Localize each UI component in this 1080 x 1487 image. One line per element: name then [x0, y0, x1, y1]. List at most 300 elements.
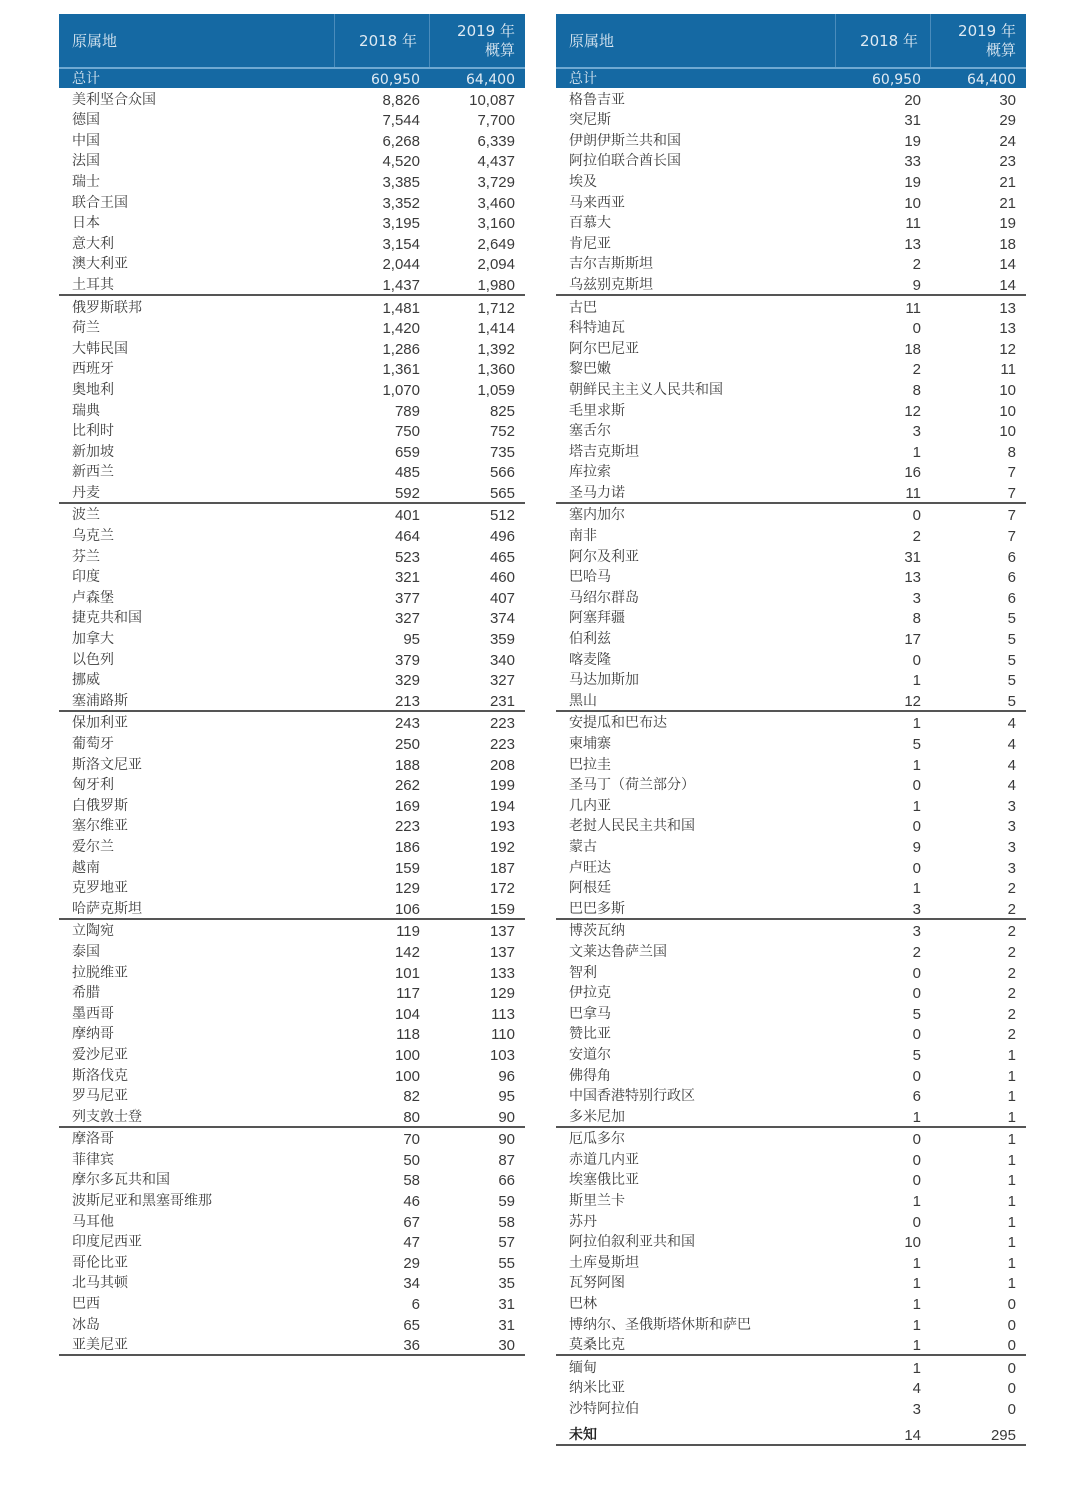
table-row	[59, 961, 525, 982]
table-row	[556, 1085, 1026, 1106]
cell-origin: 中国香港特别行政区	[569, 1088, 695, 1105]
cell-2019: 1,414	[477, 320, 515, 338]
cell-origin: 巴林	[569, 1296, 597, 1313]
cell-2018: 1	[912, 1254, 921, 1272]
cell-origin: 安提瓜和巴布达	[569, 715, 667, 732]
cell-2019: 3	[1007, 838, 1016, 856]
cell-origin: 阿根廷	[569, 880, 611, 897]
cell-2018: 5	[912, 1046, 921, 1064]
cell-2018: 82	[403, 1088, 420, 1106]
cell-2018: 159	[394, 859, 420, 877]
cell-2019: 187	[489, 859, 515, 877]
cell-2019: 374	[489, 610, 515, 628]
table-row	[59, 170, 525, 191]
cell-2019: 1	[1007, 1151, 1016, 1169]
table-row	[556, 273, 1026, 294]
cell-2019: 0	[1007, 1359, 1016, 1377]
cell-2019: 1,712	[477, 299, 515, 317]
table-row	[556, 337, 1026, 358]
cell-2019: 496	[489, 528, 515, 546]
cell-origin: 博纳尔、圣俄斯塔休斯和萨巴	[569, 1316, 751, 1333]
table-row	[556, 897, 1026, 918]
cell-2019: 192	[489, 838, 515, 856]
cell-2019: 2	[1007, 985, 1016, 1003]
cell-2018: 14	[904, 1427, 921, 1444]
cell-2018: 11	[905, 215, 921, 233]
cell-origin: 巴拉圭	[569, 756, 611, 773]
table-row	[556, 732, 1026, 753]
row-group	[59, 504, 525, 712]
cell-2019: 137	[489, 923, 515, 941]
cell-origin: 意大利	[72, 235, 114, 252]
cell-origin: 菲律宾	[72, 1151, 114, 1168]
cell-2018: 169	[394, 797, 420, 815]
row-group	[59, 920, 525, 1128]
cell-2018: 4	[912, 1380, 921, 1398]
cell-origin: 巴哈马	[569, 569, 611, 586]
cell-2019: 3,729	[477, 173, 515, 191]
cell-2018: 3	[912, 923, 921, 941]
cell-origin: 爱沙尼亚	[72, 1046, 128, 1063]
cell-2018: 1,481	[382, 299, 420, 317]
cell-origin: 百慕大	[569, 215, 611, 232]
table-row	[59, 1085, 525, 1106]
cell-origin: 多米尼加	[569, 1108, 625, 1125]
cell-2018: 2	[912, 256, 921, 274]
cell-2018: 6	[411, 1296, 420, 1314]
row-group	[59, 1128, 525, 1357]
table-row	[556, 150, 1026, 171]
cell-origin: 突尼斯	[569, 112, 611, 129]
cell-2018: 0	[912, 507, 921, 525]
cell-origin: 文莱达鲁萨兰国	[569, 943, 667, 960]
cell-2018: 34	[403, 1275, 420, 1293]
cell-origin: 瓦努阿图	[569, 1275, 625, 1292]
cell-origin: 佛得角	[569, 1067, 611, 1084]
cell-2018: 0	[912, 1131, 921, 1149]
table-row	[556, 586, 1026, 607]
table-row	[556, 317, 1026, 338]
table-row	[556, 627, 1026, 648]
table-row	[59, 109, 525, 130]
table-row	[59, 1231, 525, 1252]
cell-2019: 1	[1007, 1067, 1016, 1085]
cell-2019: 159	[489, 900, 515, 918]
cell-2019: 7	[1007, 464, 1016, 482]
table-row	[556, 440, 1026, 461]
cell-2018: 250	[394, 736, 420, 753]
cell-origin: 未知	[569, 1427, 597, 1443]
cell-2018: 1	[912, 1337, 921, 1355]
cell-origin: 印度	[72, 569, 100, 586]
cell-2019: 5	[1007, 692, 1016, 710]
cell-origin: 丹麦	[72, 484, 100, 501]
cell-2018: 0	[912, 777, 921, 795]
cell-2019: 2	[1007, 900, 1016, 918]
cell-2018: 1	[912, 1296, 921, 1314]
cell-2019: 0	[1007, 1380, 1016, 1398]
cell-origin: 古巴	[569, 299, 597, 316]
cell-origin: 朝鲜民主主义人民共和国	[569, 381, 723, 398]
table-row	[556, 481, 1026, 502]
table-row	[59, 129, 525, 150]
cell-origin: 圣马丁（荷兰部分）	[569, 777, 695, 794]
table-row	[59, 253, 525, 274]
cell-2018: 13	[904, 569, 921, 587]
table-row	[59, 920, 525, 941]
cell-origin: 西班牙	[72, 361, 114, 378]
table-header	[556, 14, 1026, 67]
cell-origin: 南非	[569, 528, 597, 545]
table-row	[59, 856, 525, 877]
cell-origin: 匈牙利	[72, 777, 114, 794]
table-row	[59, 1128, 525, 1149]
cell-2019: 1	[1007, 1213, 1016, 1231]
cell-origin: 斯里兰卡	[569, 1193, 625, 1210]
cell-2018: 329	[394, 672, 420, 690]
table-row	[59, 753, 525, 774]
cell-2019: 11	[1000, 361, 1016, 379]
row-group	[59, 296, 525, 504]
cell-origin: 塞内加尔	[569, 507, 625, 524]
cell-2019: 90	[498, 1108, 515, 1126]
cell-2018: 401	[394, 507, 420, 525]
cell-2019: 1	[1007, 1275, 1016, 1293]
cell-2018: 2	[912, 528, 921, 546]
table-row	[556, 524, 1026, 545]
cell-origin: 伯利兹	[569, 631, 611, 648]
cell-2019: 2	[1007, 964, 1016, 982]
table-row	[59, 648, 525, 669]
cell-origin: 美利坚合众国	[72, 91, 156, 108]
cell-origin: 阿尔巴尼亚	[569, 340, 639, 357]
cell-2018: 80	[403, 1108, 420, 1126]
table-row	[556, 545, 1026, 566]
table-row	[59, 627, 525, 648]
cell-2018: 0	[912, 1067, 921, 1085]
cell-2019: 66	[498, 1172, 515, 1190]
table-row	[59, 191, 525, 212]
cell-2019: 1	[1007, 1131, 1016, 1149]
cell-2019: 2	[1007, 923, 1016, 941]
cell-2019: 23	[999, 153, 1016, 171]
cell-2018: 104	[394, 1005, 420, 1023]
cell-2019: 752	[489, 423, 515, 441]
table-row	[59, 897, 525, 918]
cell-origin: 黎巴嫩	[569, 361, 611, 378]
cell-2018: 0	[912, 1213, 921, 1231]
table-row	[59, 1272, 525, 1293]
cell-2019: 14	[999, 276, 1016, 294]
cell-2019: 57	[498, 1234, 515, 1252]
table-row	[556, 1169, 1026, 1190]
cell-origin: 巴巴多斯	[569, 900, 625, 917]
cell-origin: 蒙古	[569, 838, 597, 855]
cell-2019: 7	[1007, 528, 1016, 546]
cell-2018: 119	[396, 923, 420, 941]
cell-origin: 荷兰	[72, 320, 100, 337]
cell-2018: 67	[403, 1213, 420, 1231]
cell-2019: 29	[999, 112, 1016, 130]
table-row	[556, 1334, 1026, 1355]
cell-2019: 223	[489, 736, 515, 753]
cell-origin: 澳大利亚	[72, 256, 128, 273]
cell-2018: 129	[394, 880, 420, 898]
cell-origin: 柬埔寨	[569, 736, 611, 752]
table-row	[59, 794, 525, 815]
cell-2018: 0	[912, 818, 921, 836]
cell-2018: 3	[912, 1401, 921, 1418]
cell-origin: 巴拿马	[569, 1005, 611, 1022]
table-row	[556, 607, 1026, 628]
cell-origin: 中国	[72, 132, 100, 149]
table-row	[59, 399, 525, 420]
table-row	[59, 212, 525, 233]
row-group	[59, 88, 525, 296]
cell-origin: 毛里求斯	[569, 402, 625, 419]
cell-origin: 阿拉伯联合酋长国	[569, 153, 681, 170]
cell-2019: 21	[999, 194, 1016, 212]
cell-2019: 465	[489, 548, 515, 566]
cell-2018: 16	[904, 464, 921, 482]
cell-origin: 波兰	[72, 507, 100, 524]
cell-2018: 0	[912, 651, 921, 669]
cell-2018: 188	[394, 756, 420, 774]
table-row	[59, 1189, 525, 1210]
table-row	[556, 378, 1026, 399]
table-row	[59, 481, 525, 502]
cell-origin: 爱尔兰	[72, 838, 114, 855]
cell-2019: 2,094	[477, 256, 515, 274]
cell-2018: 19	[904, 132, 921, 150]
table-row	[556, 191, 1026, 212]
table-row	[556, 1043, 1026, 1064]
table-row	[59, 815, 525, 836]
cell-2018: 523	[394, 548, 420, 566]
header-2019: 2019 年 概算	[457, 21, 515, 59]
cell-2018: 213	[394, 692, 420, 710]
table-row	[59, 232, 525, 253]
cell-2019: 2	[1007, 1026, 1016, 1044]
cell-origin: 北马其顿	[72, 1275, 128, 1292]
cell-2018: 36	[403, 1337, 420, 1355]
cell-2019: 6	[1007, 589, 1016, 607]
cell-origin: 立陶宛	[72, 923, 114, 940]
cell-2019: 1,360	[477, 361, 515, 379]
table-row	[59, 296, 525, 317]
cell-2019: 4,437	[477, 153, 515, 171]
cell-origin: 马绍尔群岛	[569, 589, 639, 606]
cell-2018: 223	[394, 818, 420, 836]
cell-origin: 马来西亚	[569, 194, 625, 211]
table-row	[59, 774, 525, 795]
cell-origin: 斯洛伐克	[72, 1067, 128, 1084]
cell-origin: 安道尔	[569, 1046, 611, 1063]
cell-2019: 1	[1007, 1254, 1016, 1272]
cell-2019: 137	[489, 943, 515, 961]
cell-2018: 117	[396, 985, 420, 1003]
cell-2019: 565	[489, 484, 515, 502]
cell-2019: 8	[1007, 443, 1016, 461]
cell-2018: 142	[394, 943, 420, 961]
cell-2018: 1,361	[382, 361, 420, 379]
cell-origin: 塞浦路斯	[72, 692, 128, 709]
table-row	[556, 835, 1026, 856]
cell-2019: 1	[1007, 1193, 1016, 1211]
cell-2019: 6,339	[477, 132, 515, 150]
cell-origin: 冰岛	[72, 1316, 100, 1333]
cell-2018: 3,195	[382, 215, 420, 233]
cell-origin: 博茨瓦纳	[569, 923, 625, 940]
cell-origin: 联合王国	[72, 194, 128, 211]
cell-2019: 113	[491, 1005, 515, 1023]
cell-origin: 亚美尼亚	[72, 1337, 128, 1354]
table-row	[59, 440, 525, 461]
cell-2019: 3,460	[477, 194, 515, 212]
left-table	[59, 14, 525, 1356]
table-row	[59, 940, 525, 961]
cell-2018: 1	[912, 443, 921, 461]
cell-2018: 10	[904, 194, 921, 212]
cell-2019: 7	[1007, 507, 1016, 525]
cell-2018: 2,044	[382, 256, 420, 274]
table-row	[59, 566, 525, 587]
cell-origin: 马耳他	[72, 1213, 114, 1230]
table-row	[59, 669, 525, 690]
table-row	[556, 358, 1026, 379]
cell-2018: 1	[912, 1108, 921, 1126]
cell-2018: 379	[394, 651, 420, 669]
cell-origin: 法国	[72, 153, 100, 170]
table-row	[59, 877, 525, 898]
table-row	[59, 1064, 525, 1085]
cell-2019: 1	[1007, 1108, 1016, 1126]
table-row	[59, 689, 525, 710]
cell-2019: 340	[489, 651, 515, 669]
cell-2018: 464	[394, 528, 420, 546]
cell-2019: 1	[1007, 1234, 1016, 1252]
table-row	[556, 1105, 1026, 1126]
table-row	[59, 607, 525, 628]
cell-2019: 5	[1007, 631, 1016, 649]
cell-origin: 哈萨克斯坦	[72, 900, 142, 917]
cell-2018: 0	[912, 1026, 921, 1044]
cell-origin: 印度尼西亚	[72, 1234, 142, 1251]
table-row	[556, 212, 1026, 233]
cell-2019: 5	[1007, 610, 1016, 628]
cell-origin: 罗马尼亚	[72, 1088, 128, 1105]
cell-2019: 2	[1007, 943, 1016, 961]
cell-2018: 1	[912, 1275, 921, 1293]
cell-origin: 伊拉克	[569, 985, 611, 1002]
table-body	[556, 88, 1026, 1446]
cell-origin: 沙特阿拉伯	[569, 1401, 639, 1417]
table-row	[59, 732, 525, 753]
cell-2019: 2,649	[477, 235, 515, 253]
cell-2018: 9	[912, 838, 921, 856]
cell-2019: 13	[999, 299, 1016, 317]
table-row	[556, 1377, 1026, 1398]
cell-2018: 592	[394, 484, 420, 502]
cell-2018: 33	[904, 153, 921, 171]
cell-origin: 保加利亚	[72, 715, 128, 732]
cell-2019: 96	[498, 1067, 515, 1085]
cell-origin: 乌克兰	[72, 528, 114, 545]
cell-origin: 摩尔多瓦共和国	[72, 1172, 170, 1189]
cell-2019: 193	[489, 818, 515, 836]
table-row	[59, 712, 525, 733]
cell-2019: 0	[1007, 1337, 1016, 1355]
cell-2019: 3	[1007, 818, 1016, 836]
cell-2018: 31	[904, 548, 921, 566]
cell-2018: 11	[905, 484, 921, 502]
table-row	[556, 1148, 1026, 1169]
table-row	[556, 1128, 1026, 1149]
total-row: 总计 60,950 64,400	[556, 69, 1026, 88]
table-row	[556, 940, 1026, 961]
cell-2019: 0	[1007, 1401, 1016, 1418]
cell-origin: 塞尔维亚	[72, 818, 128, 835]
cell-2019: 12	[999, 340, 1016, 358]
table-row	[556, 815, 1026, 836]
cell-origin: 圣马力诺	[569, 484, 625, 501]
cell-2018: 12	[904, 692, 921, 710]
cell-2019: 1	[1007, 1046, 1016, 1064]
cell-2018: 5	[912, 736, 921, 753]
cell-2019: 825	[489, 402, 515, 420]
cell-origin: 德国	[72, 112, 100, 129]
cell-2019: 407	[489, 589, 515, 607]
cell-origin: 墨西哥	[72, 1005, 114, 1022]
table-row	[556, 1251, 1026, 1272]
cell-origin: 马达加斯加	[569, 672, 639, 689]
cell-2019: 87	[498, 1151, 515, 1169]
cell-2018: 6	[912, 1088, 921, 1106]
cell-2019: 4	[1007, 736, 1016, 753]
cell-2018: 8	[912, 610, 921, 628]
cell-2018: 1	[912, 1359, 921, 1377]
cell-origin: 阿塞拜疆	[569, 610, 625, 627]
cell-2019: 327	[489, 672, 515, 690]
row-group	[556, 712, 1026, 920]
cell-origin: 吉尔吉斯斯坦	[569, 256, 653, 273]
cell-origin: 老挝人民民主共和国	[569, 818, 695, 835]
cell-2018: 118	[396, 1026, 420, 1044]
cell-2019: 1,392	[477, 340, 515, 358]
table-row	[556, 1064, 1026, 1085]
cell-2019: 5	[1007, 672, 1016, 690]
table-row	[59, 378, 525, 399]
cell-origin: 新加坡	[72, 443, 114, 460]
right-table	[556, 14, 1026, 1446]
cell-2019: 95	[498, 1088, 515, 1106]
cell-origin: 克罗地亚	[72, 880, 128, 897]
cell-origin: 挪威	[72, 672, 100, 689]
cell-2018: 243	[394, 715, 420, 733]
cell-2019: 18	[999, 235, 1016, 253]
cell-2018: 11	[905, 299, 921, 317]
cell-2018: 58	[403, 1172, 420, 1190]
cell-2019: 359	[489, 631, 515, 649]
table-row	[556, 1356, 1026, 1377]
cell-2018: 1,286	[382, 340, 420, 358]
cell-2019: 55	[498, 1254, 515, 1272]
table-row	[59, 1334, 525, 1355]
cell-origin: 土库曼斯坦	[569, 1254, 639, 1271]
cell-origin: 奥地利	[72, 381, 114, 398]
cell-2019: 31	[498, 1296, 515, 1314]
cell-2018: 1	[912, 756, 921, 774]
